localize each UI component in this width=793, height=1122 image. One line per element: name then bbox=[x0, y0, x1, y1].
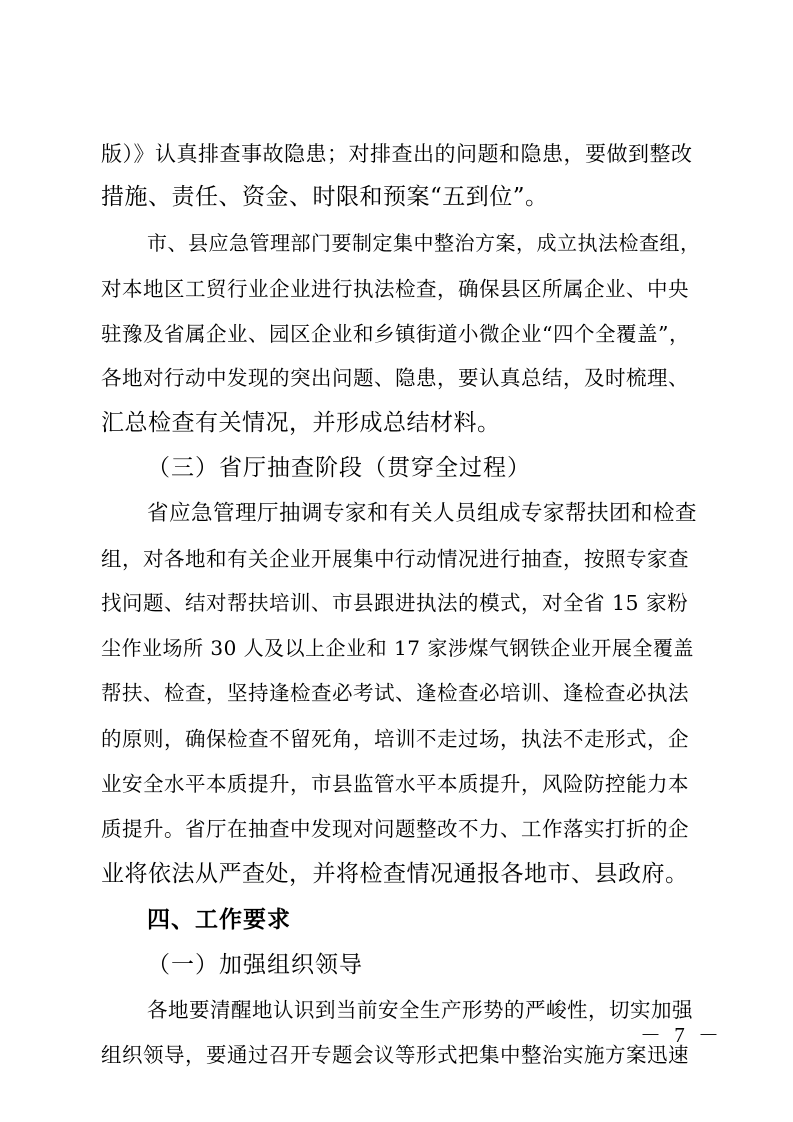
body-text-line: 市、县应急管理部门要制定集中整治方案，成立执法检查组， bbox=[147, 231, 701, 255]
section-heading: 四、工作要求 bbox=[147, 907, 291, 933]
body-text-line: 汇总检查有关情况，并形成总结材料。 bbox=[101, 410, 501, 436]
section-subheading: （一）加强组织领导 bbox=[147, 952, 363, 978]
body-text-line: 各地要清醒地认识到当前安全生产形势的严峻性，切实加强 bbox=[147, 998, 693, 1022]
body-text-line: 业将依法从严查处，并将检查情况通报各地市、县政府。 bbox=[101, 861, 689, 887]
body-text-line: 尘作业场所 30 人及以上企业和 17 家涉煤气钢铁企业开展全覆盖 bbox=[101, 636, 694, 660]
body-text-line: 组织领导，要通过召开专题会议等形式把集中整治实施方案迅速 bbox=[101, 1043, 689, 1067]
body-text-line: 省应急管理厅抽调专家和有关人员组成专家帮扶团和检查 bbox=[147, 501, 698, 526]
body-text-line: 帮扶、检查，坚持逢检查必考试、逢检查必培训、逢检查必执法 bbox=[101, 681, 689, 705]
body-text-line: 对本地区工贸行业企业进行执法检查，确保县区所属企业、中央 bbox=[101, 277, 689, 301]
page-number: － 7 － bbox=[640, 1023, 723, 1047]
body-text-line: 措施、责任、资金、时限和预案“五到位”。 bbox=[101, 184, 549, 210]
body-text-line: 各地对行动中发现的突出问题、隐患，要认真总结，及时梳理、 bbox=[101, 366, 689, 390]
body-text-line: 版）》认真排查事故隐患；对排查出的问题和隐患，要做到整改 bbox=[101, 142, 693, 166]
section-subheading: （三）省厅抽查阶段（贯穿全过程） bbox=[147, 455, 531, 481]
body-text-line: 驻豫及省属企业、园区企业和乡镇街道小微企业“四个全覆盖”， bbox=[101, 322, 690, 346]
body-text-line: 组，对各地和有关企业开展集中行动情况进行抽查，按照专家查 bbox=[101, 547, 689, 571]
body-text-line: 的原则，确保检查不留死角，培训不走过场，执法不走形式，企 bbox=[101, 727, 689, 751]
body-text-line: 质提升。省厅在抽查中发现对问题整改不力、工作落实打折的企 bbox=[101, 817, 689, 841]
body-text-line: 找问题、结对帮扶培训、市县跟进执法的模式，对全省 15 家粉 bbox=[101, 591, 689, 615]
body-text-line: 业安全水平本质提升，市县监管水平本质提升，风险防控能力本 bbox=[101, 772, 689, 796]
